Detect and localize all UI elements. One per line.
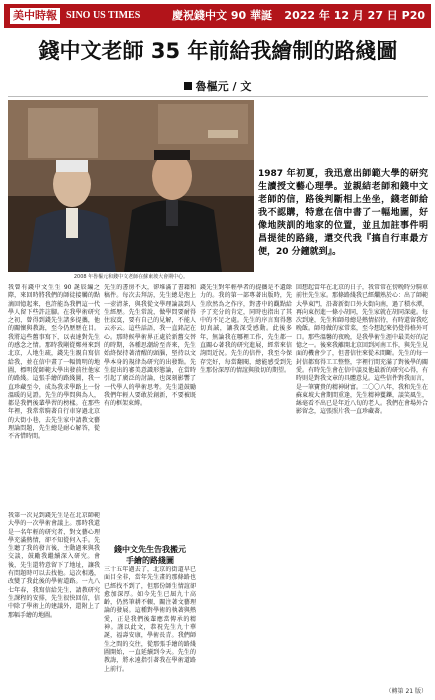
issue-dateline: 2022 年 12 月 27 日 P20 bbox=[284, 9, 425, 22]
body-column-1-top: 我曾有錢中文生生 90 誕辰編之際，來回時將我們的師徒接觸的點滴回憶起來，也許能為我們這一代學人留下些許註腳。在我學術研究之初，曾得到錢先生諸多提攜，他的關懷與教誨，至今仍歷歷在目。我將這些舊事寫下，以表達對先生的感念之情。那時我剛從鄭州來到北京，人地生疏，錢先生親自寫信給我，並在信中畫了一幅簡明的地圖，標明從師範大學出發前往他家的路綫。這張手繪的路綫圖，我一直珍藏至今，成為我求學路上一份溫暖的見證。先生的學問與為人，都是我們後輩學習的榜樣。在那些年裡，我常常騎著自行車穿過北京的大街小巷，去先生家中請教文藝理論問題，先生總是耐心解答，從不吝惜時間。 bbox=[8, 284, 100, 441]
newspaper-logo: 美中時報 bbox=[10, 8, 60, 24]
header-divider bbox=[8, 96, 428, 97]
byline-text: 魯樞元 / 文 bbox=[195, 80, 252, 93]
photo-illustration bbox=[8, 100, 254, 272]
photo-caption: 2008 年魯樞元和錢中文老師在蘇東坡大會期中心。 bbox=[73, 274, 189, 280]
brand-name-english: SINO US TIMES bbox=[66, 10, 141, 21]
byline-square-icon bbox=[184, 82, 192, 90]
article-photo bbox=[8, 100, 254, 272]
body-column-2-bottom: 三十五年過去了，北京的街道早已面目全非，當年先生畫的那條路也已經找不到了，但那份師生情誼卻愈加深厚。如今先生已屆九十高齡，仍然筆耕不輟，關注著文藝理論的發展。這種對學術的執著與熱愛，正是我們後輩應當傳承的精神。謹以此文，恭祝先生九十華誕，福壽安康，學術長青。我們師生之間的交往，從那張手繪的路綫圖開始，一直延續到今天。先生的教誨，將永遠指引著我在學術道路上前行。 bbox=[104, 566, 196, 673]
section-subhead: 錢中文先生告我搬元手繪的路綫圖 bbox=[114, 545, 186, 565]
body-column-3: 錢先生對年輕學者的提攜是不遺餘力的。我的第一部專著出版時，先生欣然為之作序，對書中的觀點給予了充分的肯定，同時也指出了其中的不足之處。先生的序言寫得懇切真誠，讓我深受感動。此後多年，無論我在哪裡工作，先生都一直關心著我的研究進展，經常來信詢問近況。先生的信件，我至今保存完好，每當翻閱，總能感受到先生那份深厚的情誼與殷切的期望。 bbox=[200, 284, 292, 374]
article-byline bbox=[0, 80, 435, 94]
article-headline: 錢中文老師 35 年前給我繪制的路綫圖 bbox=[38, 39, 398, 63]
body-column-2-top: 先生的書房不大，卻堆滿了書籍和稿件。每次去拜訪，先生總是泡上一壺清茶，與我從文學理論談到人生經歷。先生常說，做學問要耐得住寂寞，要有自己的見解，不能人云亦云。這些話語，我一直銘記在心。那時候學術界正處於新舊交替的時期，各種思潮紛至沓來，先生始終保持著清醒的頭腦，堅持以文學本身的規律為研究的出發點。先生提出的審美意識形態論，在當時引起了廣泛的討論，也深刻影響了一代學人的學術思考。先生還鼓勵我們年輕人要敢於創新，不要被既有的框架束縛。 bbox=[104, 284, 196, 408]
masthead-banner bbox=[4, 4, 431, 28]
body-column-4: 回想起當年在北京的日子，我常常在傍晚時分騎車前往先生家。那條路綫我已經爛熟於心：出了師範大學東門，沿著新街口外大街向南，過了積水潭，再向東拐進一條小胡同，先生家就在胡同深處。每次到達，先生和師母總是熱情招待，有時還留我吃晚飯。師母做的家常菜，至今想起來仍覺得格外可口。那些溫馨的夜晚，是我學術生涯中最美好的記憶之一。後來我離開北京回到河南工作，與先生見面的機會少了，但書信往來從未間斷。先生的每一封信都寫得工工整整，字裡行間充滿了對後學的關愛。有時先生會在信中談及他最新的研究心得，有時則是對我文章的具體意見。這些信件對我而言，是一筆寶貴的精神財富。二〇〇八年，我和先生在蘇東坡大會期間重逢，先生精神矍鑠，談笑風生，絲毫看不出已是年近八旬的老人。我們在會場外合影留念，這張照片我一直珍藏著。 bbox=[296, 284, 428, 416]
body-column-1-bottom: 我第一次見到錢先生是在北京師範大學的一次學術會議上。那時我還是一名年輕的研究者，對文藝心理學充滿熱情，卻不知從何入手。先生聽了我的發言後，主動過來與我交談，鼓勵我繼續深入研究。會後，先生還特意留下了地址，讓我有問題時可以去找他。這次相遇，改變了我此後的學術道路。一九八七年春，我寫信給先生，請教研究生課程的安排，先生很快回信，信中除了學術上的建議外，還附上了那幅手繪的地圖。 bbox=[8, 512, 100, 619]
continued-on-page-note: （轉第 21 版） bbox=[385, 688, 427, 695]
pull-quote: 1987 年初夏，我迅意出師範大學的研究生讀授文藝心理學。並親結老師和錢中文老師的信，路後判斷相上坐坐，錢老師給我不認購，特意在信中書了一幅地圖，好像地陝訓的地家的位置，並且加註事件明昌提徒的路綫，還交代我『搞自行車最方便，20 分鐘就到』。 bbox=[258, 169, 428, 257]
section-banner-title: 慶祝錢中文 90 華誕 bbox=[172, 9, 272, 22]
